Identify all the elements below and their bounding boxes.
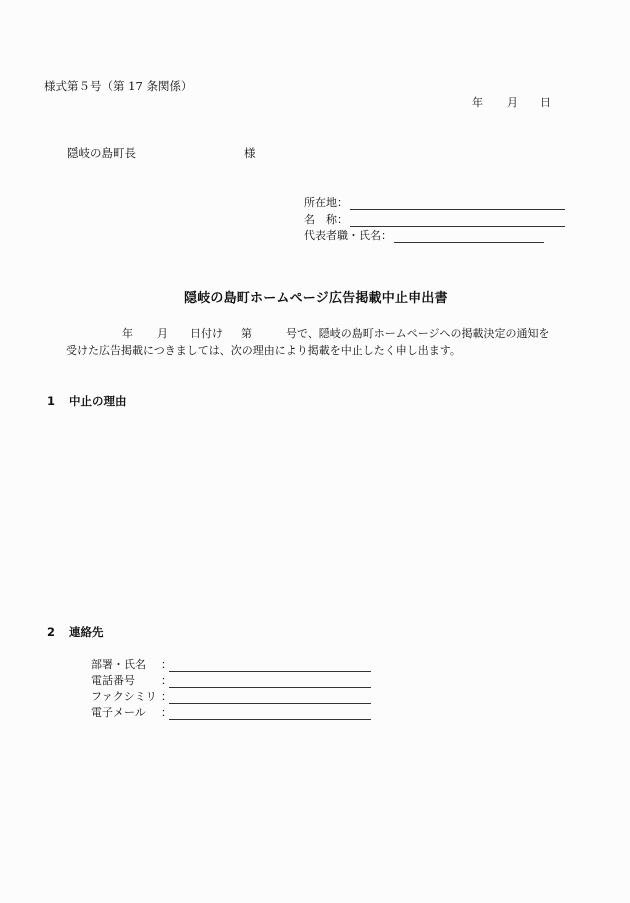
section-number: 1 [47, 394, 56, 408]
contact-email-field[interactable] [169, 709, 371, 720]
applicant-name-row [304, 212, 565, 227]
applicant-representative-field[interactable] [394, 232, 544, 243]
contact-fax-row [91, 689, 371, 704]
contact-fax-field[interactable] [169, 693, 371, 704]
contact-colon: ： [161, 690, 172, 703]
applicant-representative-label: 代表者職・氏名： [304, 229, 392, 242]
body-text-line-2: 受けた広告掲載につきましては、次の理由により掲載を中止したく申し出ます。 [66, 344, 461, 357]
contact-email-row [91, 705, 371, 720]
contact-colon: ： [161, 674, 172, 687]
addressee-name: 隠岐の島町長 [67, 146, 136, 160]
contact-phone-label: 電話番号 [91, 674, 135, 687]
body-number-prefix: 第 [241, 327, 252, 340]
contact-colon: ： [161, 658, 172, 671]
contact-phone-row [91, 673, 371, 688]
section-number: 2 [47, 625, 56, 639]
contact-department-name-label: 部署・氏名 [91, 658, 146, 671]
date-year-label: 年 [472, 96, 483, 109]
addressee-honorific: 様 [244, 146, 256, 160]
body-year-label: 年 [122, 327, 133, 340]
contact-department-name-row [91, 657, 371, 672]
section-contact-heading [47, 624, 104, 640]
section-title: 中止の理由 [69, 394, 127, 408]
contact-department-name-field[interactable] [169, 661, 371, 672]
applicant-address-field[interactable] [350, 199, 565, 210]
body-text-line-1 [66, 327, 550, 341]
body-day-label: 日付け [190, 327, 223, 340]
document-title: 隠岐の島町ホームページ広告掲載中止申出書 [184, 291, 448, 306]
applicant-name-label: 名 称： [304, 213, 348, 226]
form-number: 様式第５号（第 17 条関係） [44, 79, 193, 93]
applicant-address-row [304, 195, 565, 210]
date-month-label: 月 [507, 96, 518, 109]
section-title: 連絡先 [69, 625, 104, 639]
section-reason-heading [47, 393, 127, 409]
body-month-label: 月 [157, 327, 168, 340]
contact-fax-label: ファクシミリ [91, 690, 157, 703]
contact-phone-field[interactable] [169, 677, 371, 688]
reason-entry-area[interactable] [66, 412, 566, 612]
body-number-suffix: 号で、隠岐の島町ホームページへの掲載決定の通知を [286, 327, 550, 340]
contact-colon: ： [161, 706, 172, 719]
applicant-representative-row [304, 228, 544, 243]
date-day-label: 日 [540, 96, 551, 109]
applicant-name-field[interactable] [350, 216, 565, 227]
applicant-address-label: 所在地： [304, 196, 348, 209]
contact-email-label: 電子メール [91, 706, 146, 719]
